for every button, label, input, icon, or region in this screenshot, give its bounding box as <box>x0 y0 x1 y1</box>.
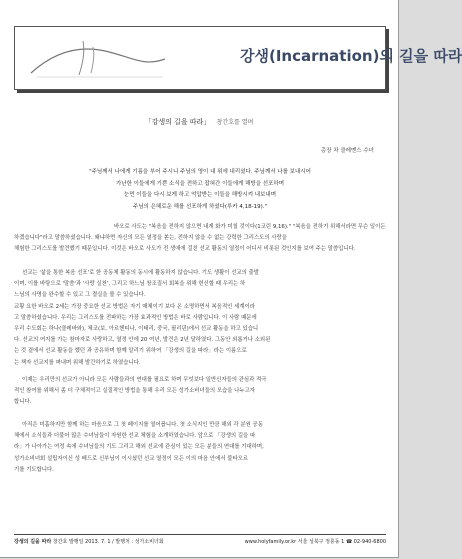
document-title <box>0 117 398 127</box>
paragraph-line: 느님의 사명을 완수할 수 있고 그 결실을 볼 수 있습니다. <box>14 292 146 299</box>
paragraph <box>14 222 386 256</box>
paragraph-line: 기를 기도합니다. <box>14 466 54 473</box>
logo-icon <box>23 33 173 83</box>
newsletter-header <box>14 26 462 90</box>
paragraph-line: 고 말씀하셨습니다. 우리는 그리스도를 전파하는 가장 효과적인 방법은 바로 사람입니다. 이 사람 때문에 <box>14 314 257 321</box>
paragraph-line: 라」가 나아가는 여정 속에 수녀님들의 기도 그리고 해외 선교에 관심이 있는 모든 분들의 연대를 기대하며, <box>14 444 264 451</box>
scripture-quote <box>40 167 360 213</box>
paragraph-line: 성가소비녀회 설립자이신 성 베드로 신부님이 이시셨던 선교 열정이 모든 이의 마음 안에서 불타오르 <box>14 455 249 462</box>
paragraph <box>14 268 386 369</box>
footer-website: www.holyfamily.or.kr <box>244 539 297 545</box>
paragraph-line: 다. 선교의 여지를 가는 참마자로 사랑하고, 열정 안에 20 여년, 발견은 2년 달하였다. 그동안 외롭거나 소외된 <box>14 337 271 344</box>
footer-issue-info: 창간호 발행일 2013. 7. 1 / 발행처 : 성가소비녀회 <box>52 539 164 545</box>
footer-divider <box>14 534 386 535</box>
quote-line: 눈먼 이들을 다시 보게 하고 억압받는 이들을 해방시켜 내보내며 <box>123 192 277 198</box>
quote-line: 가난한 이들에게 기쁜 소식을 전하고 잡혀간 이들에게 해방을 선포하며 <box>115 180 285 187</box>
paragraph <box>14 375 386 409</box>
document-subtitle: 창간호를 열며 <box>216 119 254 126</box>
footer-phone: ☎ 02-940-6800 <box>345 539 386 545</box>
paragraph-line: 이제는 우리만의 선교가 아니라 모든 사람들과의 연대를 필요로 하며 무엇보다 일반신자들의 관심과 적극 <box>22 377 267 383</box>
paragraph-line: 는 것 곁에서 선교 활동을 했던 과 공유하며 함께 알리기 위하여 「강생의 길을 따라」라는 이름으로 <box>14 348 247 355</box>
footer-publication: 강생의 길을 따라 <box>14 539 52 545</box>
paragraph-line: 우리 수도회는 하나(클레바와), 체코(보, 아르헨티나, 이태리, 중국, 필리핀)에서 선교 활동을 하고 있습니 <box>14 326 259 333</box>
footer-address: 서울 성북구 정릉동 1 <box>297 539 345 545</box>
newsletter-title: 강생(Incarnation)의 길을 따라 <box>240 47 462 65</box>
paragraph-line: 선교는 '삶을 통한 복음 선포'로 한 공동체 활동의 동시에 활동하지 않습니다. 기도 생활이 선교의 출발 <box>22 270 259 276</box>
quote-line: 주님의 은혜로운 해를 선포하게 하셨다(루카 4,18-19)." <box>132 203 268 210</box>
paragraph-line: 는 책자 선교지를 펴내며 위해 발간하기로 하였습니다. <box>14 359 141 366</box>
quote-line: "주님께서 나에게 기름을 부어 주시니 주님의 영이 내 위에 내리셨다. 주님께서 나를 보내시어 <box>89 169 311 175</box>
paragraph-line: 아직은 미흡하지만 함께 하는 마음으로 그 첫 페이지를 열어봅니다. 첫 소식지인 만큼 해외 각 분원 공동 <box>22 422 263 428</box>
paragraph-line: 교황 요한 바오로 2세는 가장 중요한 선교 방법은 자기 매체이기 보다 온 소명하면서 복음적인 세계이라 <box>14 303 255 310</box>
paragraph-line: 이며, 이를 바탕으로 '말씀'과 '사랑 실천', 그리고 하느님 창조질서 회복을 위해 헌신할 때 우리는 하 <box>14 281 246 288</box>
document-title-text: 「강생의 길을 따라」 <box>144 118 211 126</box>
author-line: 총장 차 클레멘스 수녀 <box>320 148 374 154</box>
paragraph <box>14 420 386 476</box>
paragraph-line: 체에서 소식들과 더불어 많은 수녀님들이 자원한 선교 체험을 소개하였습니다. 앞으로 「강생의 길을 따 <box>14 433 256 440</box>
paragraph-line: 바오로 사도는 "복음을 전하지 않으면 내게 화가 미칠 것이다(1코린 9,16)." "복음을 전하기 위해서라면 무슨 일이든 <box>114 224 386 230</box>
paragraph-line: 하겠습니다"라고 말씀하셨습니다. 왜냐하면 자신의 모든 열정을 쏟는, 전하지 않을 수 없는 강력한 그리스도의 사랑을 <box>14 235 287 242</box>
paragraph-line: 합니다. <box>14 399 32 406</box>
page-footer <box>14 538 386 545</box>
paragraph-line: 적인 참여를 위해서 좀 더 구체적이고 실질적인 방법을 통해 우리 모든 성가소비녀들의 모습을 나누고자 <box>14 388 255 395</box>
paragraph-line: 체험한 그리스도를 발견했기 때문입니다. 이것은 바오로 사도가 전 생애에 걸친 선교 활동의 열정이 어디서 비롯된 것인지를 보여 주는 말씀입니다. <box>14 246 356 253</box>
